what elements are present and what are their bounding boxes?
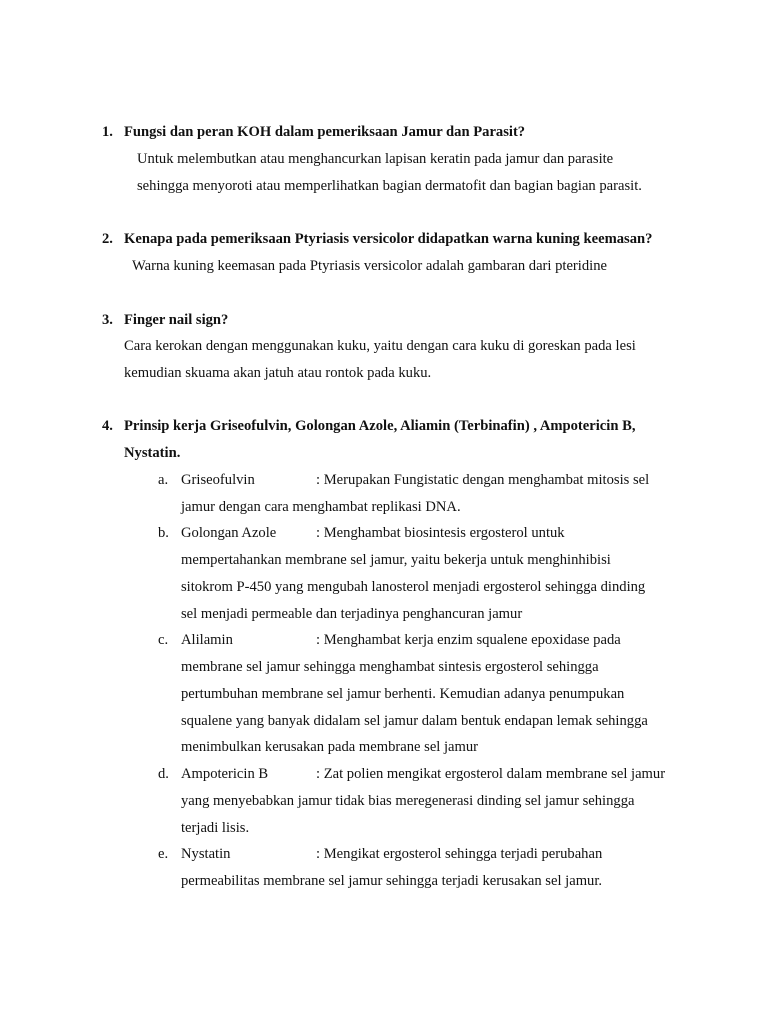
- item-letter: d.: [158, 766, 169, 782]
- drug-description: : Menghambat kerja enzim squalene epoxidase pada: [316, 632, 621, 648]
- item-letter: c.: [158, 632, 169, 648]
- drug-description: menimbulkan kerusakan pada membrane sel jamur: [181, 739, 479, 755]
- q1-answer-line: Untuk melembutkan atau menghancurkan lapisan keratin pada jamur dan parasite: [137, 151, 614, 167]
- q2-title: Kenapa pada pemeriksaan Ptyriasis versicolor didapatkan warna kuning keemasan?: [124, 231, 653, 247]
- q1-number: 1.: [102, 124, 113, 140]
- drug-description: jamur dengan cara menghambat replikasi DNA.: [181, 499, 461, 515]
- drug-description: sitokrom P-450 yang mengubah lanosterol menjadi ergosterol sehingga dinding: [181, 579, 646, 595]
- q3-answer-line: Cara kerokan dengan menggunakan kuku, yaitu dengan cara kuku di goreskan pada lesi: [124, 338, 636, 354]
- q3-number: 3.: [102, 312, 113, 328]
- drug-description: mempertahankan membrane sel jamur, yaitu bekerja untuk menghinhibisi: [181, 552, 611, 568]
- q4-title: Nystatin.: [124, 445, 181, 461]
- item-letter: a.: [158, 472, 169, 488]
- q2-answer-line: Warna kuning keemasan pada Ptyriasis versicolor adalah gambaran dari pteridine: [132, 258, 607, 274]
- q2-number: 2.: [102, 231, 113, 247]
- item-letter: e.: [158, 846, 169, 862]
- drug-name: Nystatin: [181, 846, 231, 862]
- q4-title: Prinsip kerja Griseofulvin, Golongan Azole, Aliamin (Terbinafin) , Ampotericin B,: [124, 418, 636, 434]
- drug-description: sel menjadi permeable dan terjadinya penghancuran jamur: [181, 606, 523, 622]
- drug-description: : Zat polien mengikat ergosterol dalam membrane sel jamur: [316, 766, 666, 782]
- drug-description: permeabilitas membrane sel jamur sehingga terjadi kerusakan sel jamur.: [181, 873, 603, 889]
- q3-answer-line: kemudian skuama akan jatuh atau rontok pada kuku.: [124, 365, 432, 381]
- drug-description: : Merupakan Fungistatic dengan menghambat mitosis sel: [316, 472, 650, 488]
- drug-name: Griseofulvin: [181, 472, 255, 488]
- drug-name: Golongan Azole: [181, 525, 277, 541]
- drug-description: yang menyebabkan jamur tidak bias meregenerasi dinding sel jamur sehingga: [181, 793, 635, 809]
- drug-description: squalene yang banyak didalam sel jamur dalam bentuk endapan lemak sehingga: [181, 713, 648, 729]
- drug-description: : Mengikat ergosterol sehingga terjadi perubahan: [316, 846, 603, 862]
- drug-name: Alilamin: [181, 632, 233, 648]
- drug-description: terjadi lisis.: [181, 820, 250, 836]
- q1-title: Fungsi dan peran KOH dalam pemeriksaan Jamur dan Parasit?: [124, 124, 526, 140]
- q4-number: 4.: [102, 418, 113, 434]
- drug-description: membrane sel jamur sehingga menghambat sintesis ergosterol sehingga: [181, 659, 599, 675]
- drug-name: Ampotericin B: [181, 766, 269, 782]
- drug-description: : Menghambat biosintesis ergosterol untuk: [316, 525, 565, 541]
- q1-answer-line: sehingga menyoroti atau memperlihatkan bagian dermatofit dan bagian bagian parasit.: [137, 178, 642, 194]
- drug-description: pertumbuhan membrane sel jamur berhenti. Kemudian adanya penumpukan: [181, 686, 625, 702]
- q3-title: Finger nail sign?: [124, 312, 229, 328]
- item-letter: b.: [158, 525, 169, 541]
